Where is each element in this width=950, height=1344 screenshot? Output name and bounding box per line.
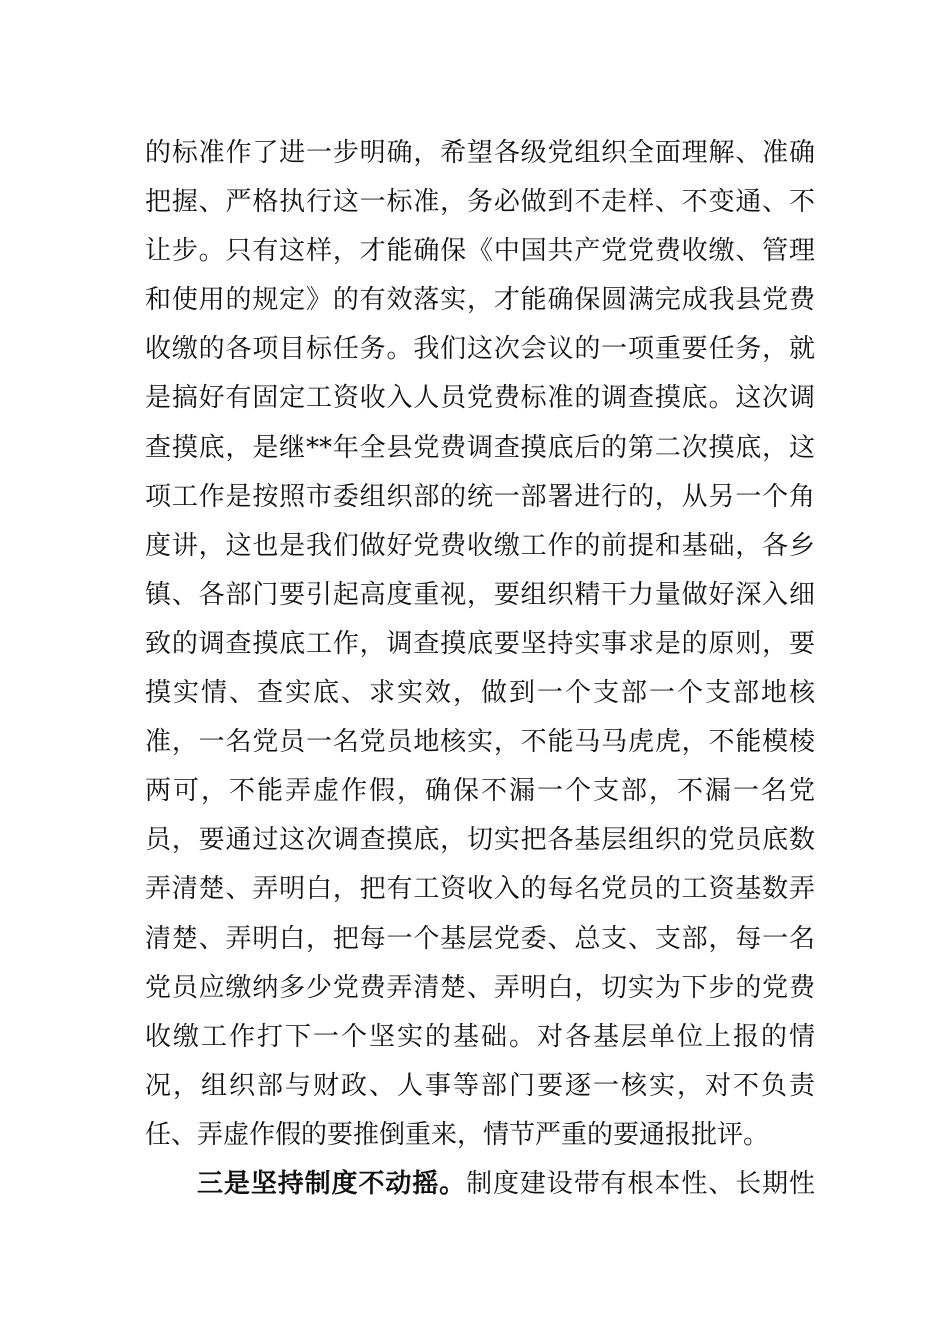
text-line: 两可，不能弄虚作假，确保不漏一个支部，不漏一名党: [145, 776, 815, 807]
text-line: 是搞好有固定工资收入人员党费标准的调查摸底。这次调: [145, 383, 815, 414]
text-line: 党员应缴纳多少党费弄清楚、弄明白，切实为下步的党费: [145, 972, 815, 1003]
text-line: 致的调查摸底工作，调查摸底要坚持实事求是的原则，要: [145, 628, 815, 659]
text-line: 让步。只有这样，才能确保《中国共产党党费收缴、管理: [145, 236, 815, 267]
text-line: 摸实情、查实底、求实效，做到一个支部一个支部地核: [145, 678, 815, 709]
paragraph-opening-line: [145, 1160, 815, 1209]
text-line: 度讲，这也是我们做好党费收缴工作的前提和基础，各乡: [145, 530, 815, 561]
text-line: 查摸底，是继**年全县党费调查摸底后的第二次摸底，这: [145, 432, 815, 463]
body-text: [145, 129, 815, 1209]
text-line: 收缴的各项目标任务。我们这次会议的一项重要任务，就: [145, 334, 815, 365]
text-line: 把握、严格执行这一标准，务必做到不走样、不变通、不: [145, 187, 815, 218]
text-line: 清楚、弄明白，把每一个基层党委、总支、支部，每一名: [145, 923, 815, 954]
text-line: 员，要通过这次调查摸底，切实把各基层组织的党员底数: [145, 825, 815, 856]
text-line: 收缴工作打下一个坚实的基础。对各基层单位上报的情: [145, 1021, 815, 1052]
text-line: 项工作是按照市委组织部的统一部署进行的，从另一个角: [145, 481, 815, 512]
bold-heading-phrase: 三是坚持制度不动摇。: [197, 1168, 467, 1199]
text-line: 准，一名党员一名党员地核实，不能马马虎虎，不能模棱: [145, 727, 815, 758]
text-line: 况，组织部与财政、人事等部门要逐一核实，对不负责: [145, 1070, 815, 1101]
text-line: 的标准作了进一步明确，希望各级党组织全面理解、准确: [145, 138, 815, 168]
text-line: 镇、各部门要引起高度重视，要组织精干力量做好深入细: [145, 579, 815, 610]
paragraph-continuation: 制度建设带有根本性、长期性: [466, 1168, 815, 1199]
text-line: 弄清楚、弄明白，把有工资收入的每名党员的工资基数弄: [145, 874, 815, 905]
text-line: 任、弄虚作假的要推倒重来，情节严重的要通报批评。: [145, 1119, 770, 1150]
text-line: 和使用的规定》的有效落实，才能确保圆满完成我县党费: [145, 285, 815, 316]
